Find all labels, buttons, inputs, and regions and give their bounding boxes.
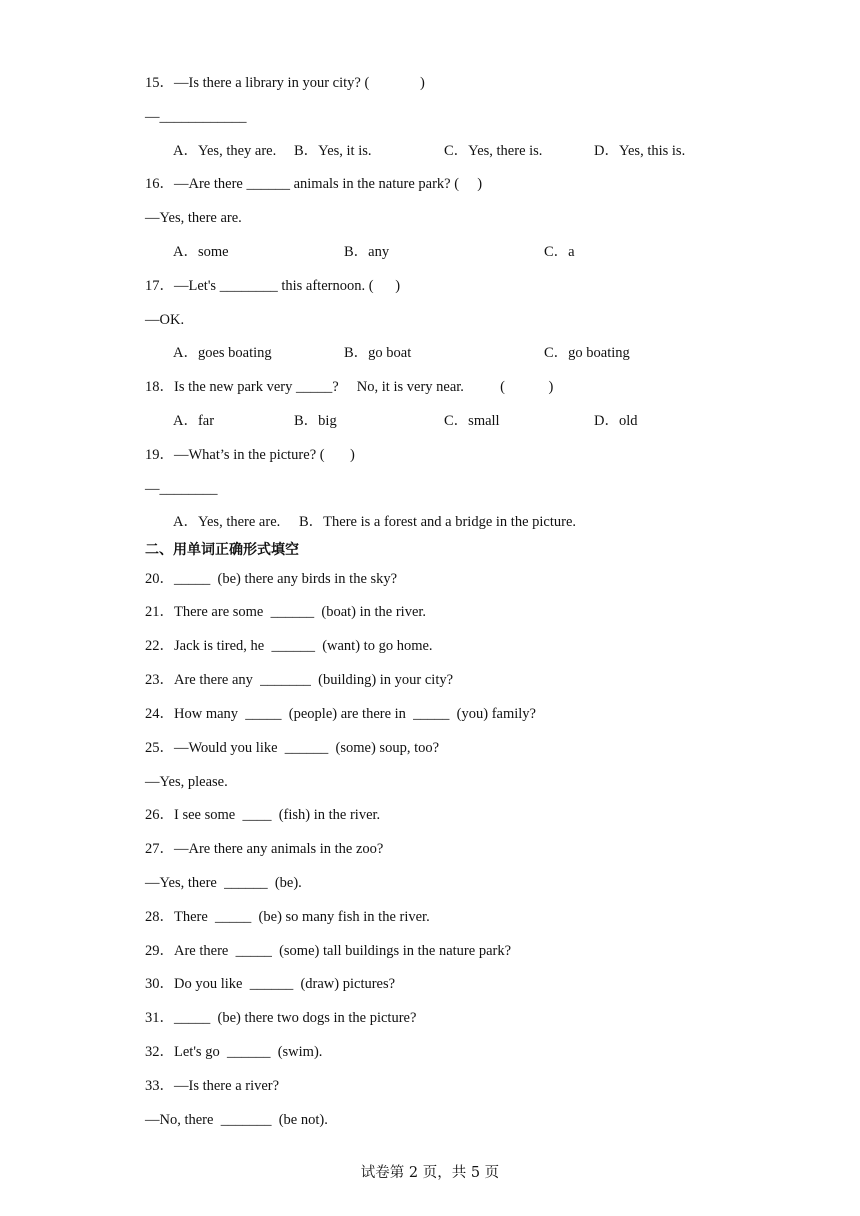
question-19-stem: 19．—What’s in the picture? ( ) bbox=[145, 447, 355, 463]
question-15-option-c: C．Yes, there is. bbox=[444, 143, 543, 159]
question-15-stem: 15．—Is there a library in your city? ( ) bbox=[145, 75, 425, 91]
question-16-option-a: A．some bbox=[173, 244, 229, 260]
question-15-answer-line: —____________ bbox=[145, 109, 247, 125]
question-18-option-d: D．old bbox=[594, 413, 638, 429]
question-16-stem: 16．—Are there ______ animals in the nature park? ( ) bbox=[145, 176, 483, 192]
question-18-option-a: A．far bbox=[173, 413, 215, 429]
question-16-option-b: B．any bbox=[344, 244, 390, 260]
fill-line: 32．Let's go ______ (swim). bbox=[145, 1044, 323, 1060]
question-17-option-c: C．go boating bbox=[544, 345, 630, 361]
fill-line: 29．Are there _____ (some) tall buildings in the nature park? bbox=[145, 943, 512, 959]
question-16-option-c: C．a bbox=[544, 244, 575, 260]
question-18-stem: 18．Is the new park very _____? No, it is very near. ( ) bbox=[145, 379, 554, 395]
question-18-option-c: C．small bbox=[444, 413, 500, 429]
page-footer: 试卷第 2 页，共 5 页 bbox=[360, 1165, 500, 1181]
question-17-option-b: B．go boat bbox=[344, 345, 412, 361]
fill-line: 27．—Are there any animals in the zoo? bbox=[145, 841, 384, 857]
fill-line: 31．_____ (be) there two dogs in the picture? bbox=[145, 1010, 417, 1026]
fill-line: 20．_____ (be) there any birds in the sky? bbox=[145, 571, 398, 587]
section-title: 二、用单词正确形式填空 bbox=[145, 542, 299, 558]
question-15-option-a: A．Yes, they are. bbox=[173, 143, 277, 159]
fill-line: 30．Do you like ______ (draw) pictures? bbox=[145, 976, 396, 992]
fill-line: 21．There are some ______ (boat) in the river. bbox=[145, 604, 427, 620]
question-19-option-a: A．Yes, there are. bbox=[173, 514, 281, 530]
question-18-option-b: B．big bbox=[294, 413, 337, 429]
question-15-option-d: D．Yes, this is. bbox=[594, 143, 686, 159]
fill-line: 28．There _____ (be) so many fish in the river. bbox=[145, 909, 430, 925]
fill-line: 26．I see some ____ (fish) in the river. bbox=[145, 807, 381, 823]
fill-line: 33．—Is there a river? bbox=[145, 1078, 280, 1094]
fill-line: —No, there _______ (be not). bbox=[145, 1112, 328, 1128]
fill-line: 24．How many _____ (people) are there in _____ (you) family? bbox=[145, 706, 536, 722]
question-17-option-a: A．goes boating bbox=[173, 345, 272, 361]
fill-line: 22．Jack is tired, he ______ (want) to go home. bbox=[145, 638, 433, 654]
fill-line: —Yes, there ______ (be). bbox=[145, 875, 302, 891]
fill-line: 23．Are there any _______ (building) in your city? bbox=[145, 672, 454, 688]
question-17-answer-line: —OK. bbox=[145, 312, 185, 328]
fill-line: —Yes, please. bbox=[145, 774, 228, 790]
question-19-option-b: B．There is a forest and a bridge in the picture. bbox=[299, 514, 577, 530]
question-19-answer-line: —________ bbox=[145, 481, 218, 497]
question-17-stem: 17．—Let's ________ this afternoon. ( ) bbox=[145, 278, 401, 294]
question-15-option-b: B．Yes, it is. bbox=[294, 143, 372, 159]
question-16-answer-line: —Yes, there are. bbox=[145, 210, 242, 226]
fill-line: 25．—Would you like ______ (some) soup, too? bbox=[145, 740, 440, 756]
